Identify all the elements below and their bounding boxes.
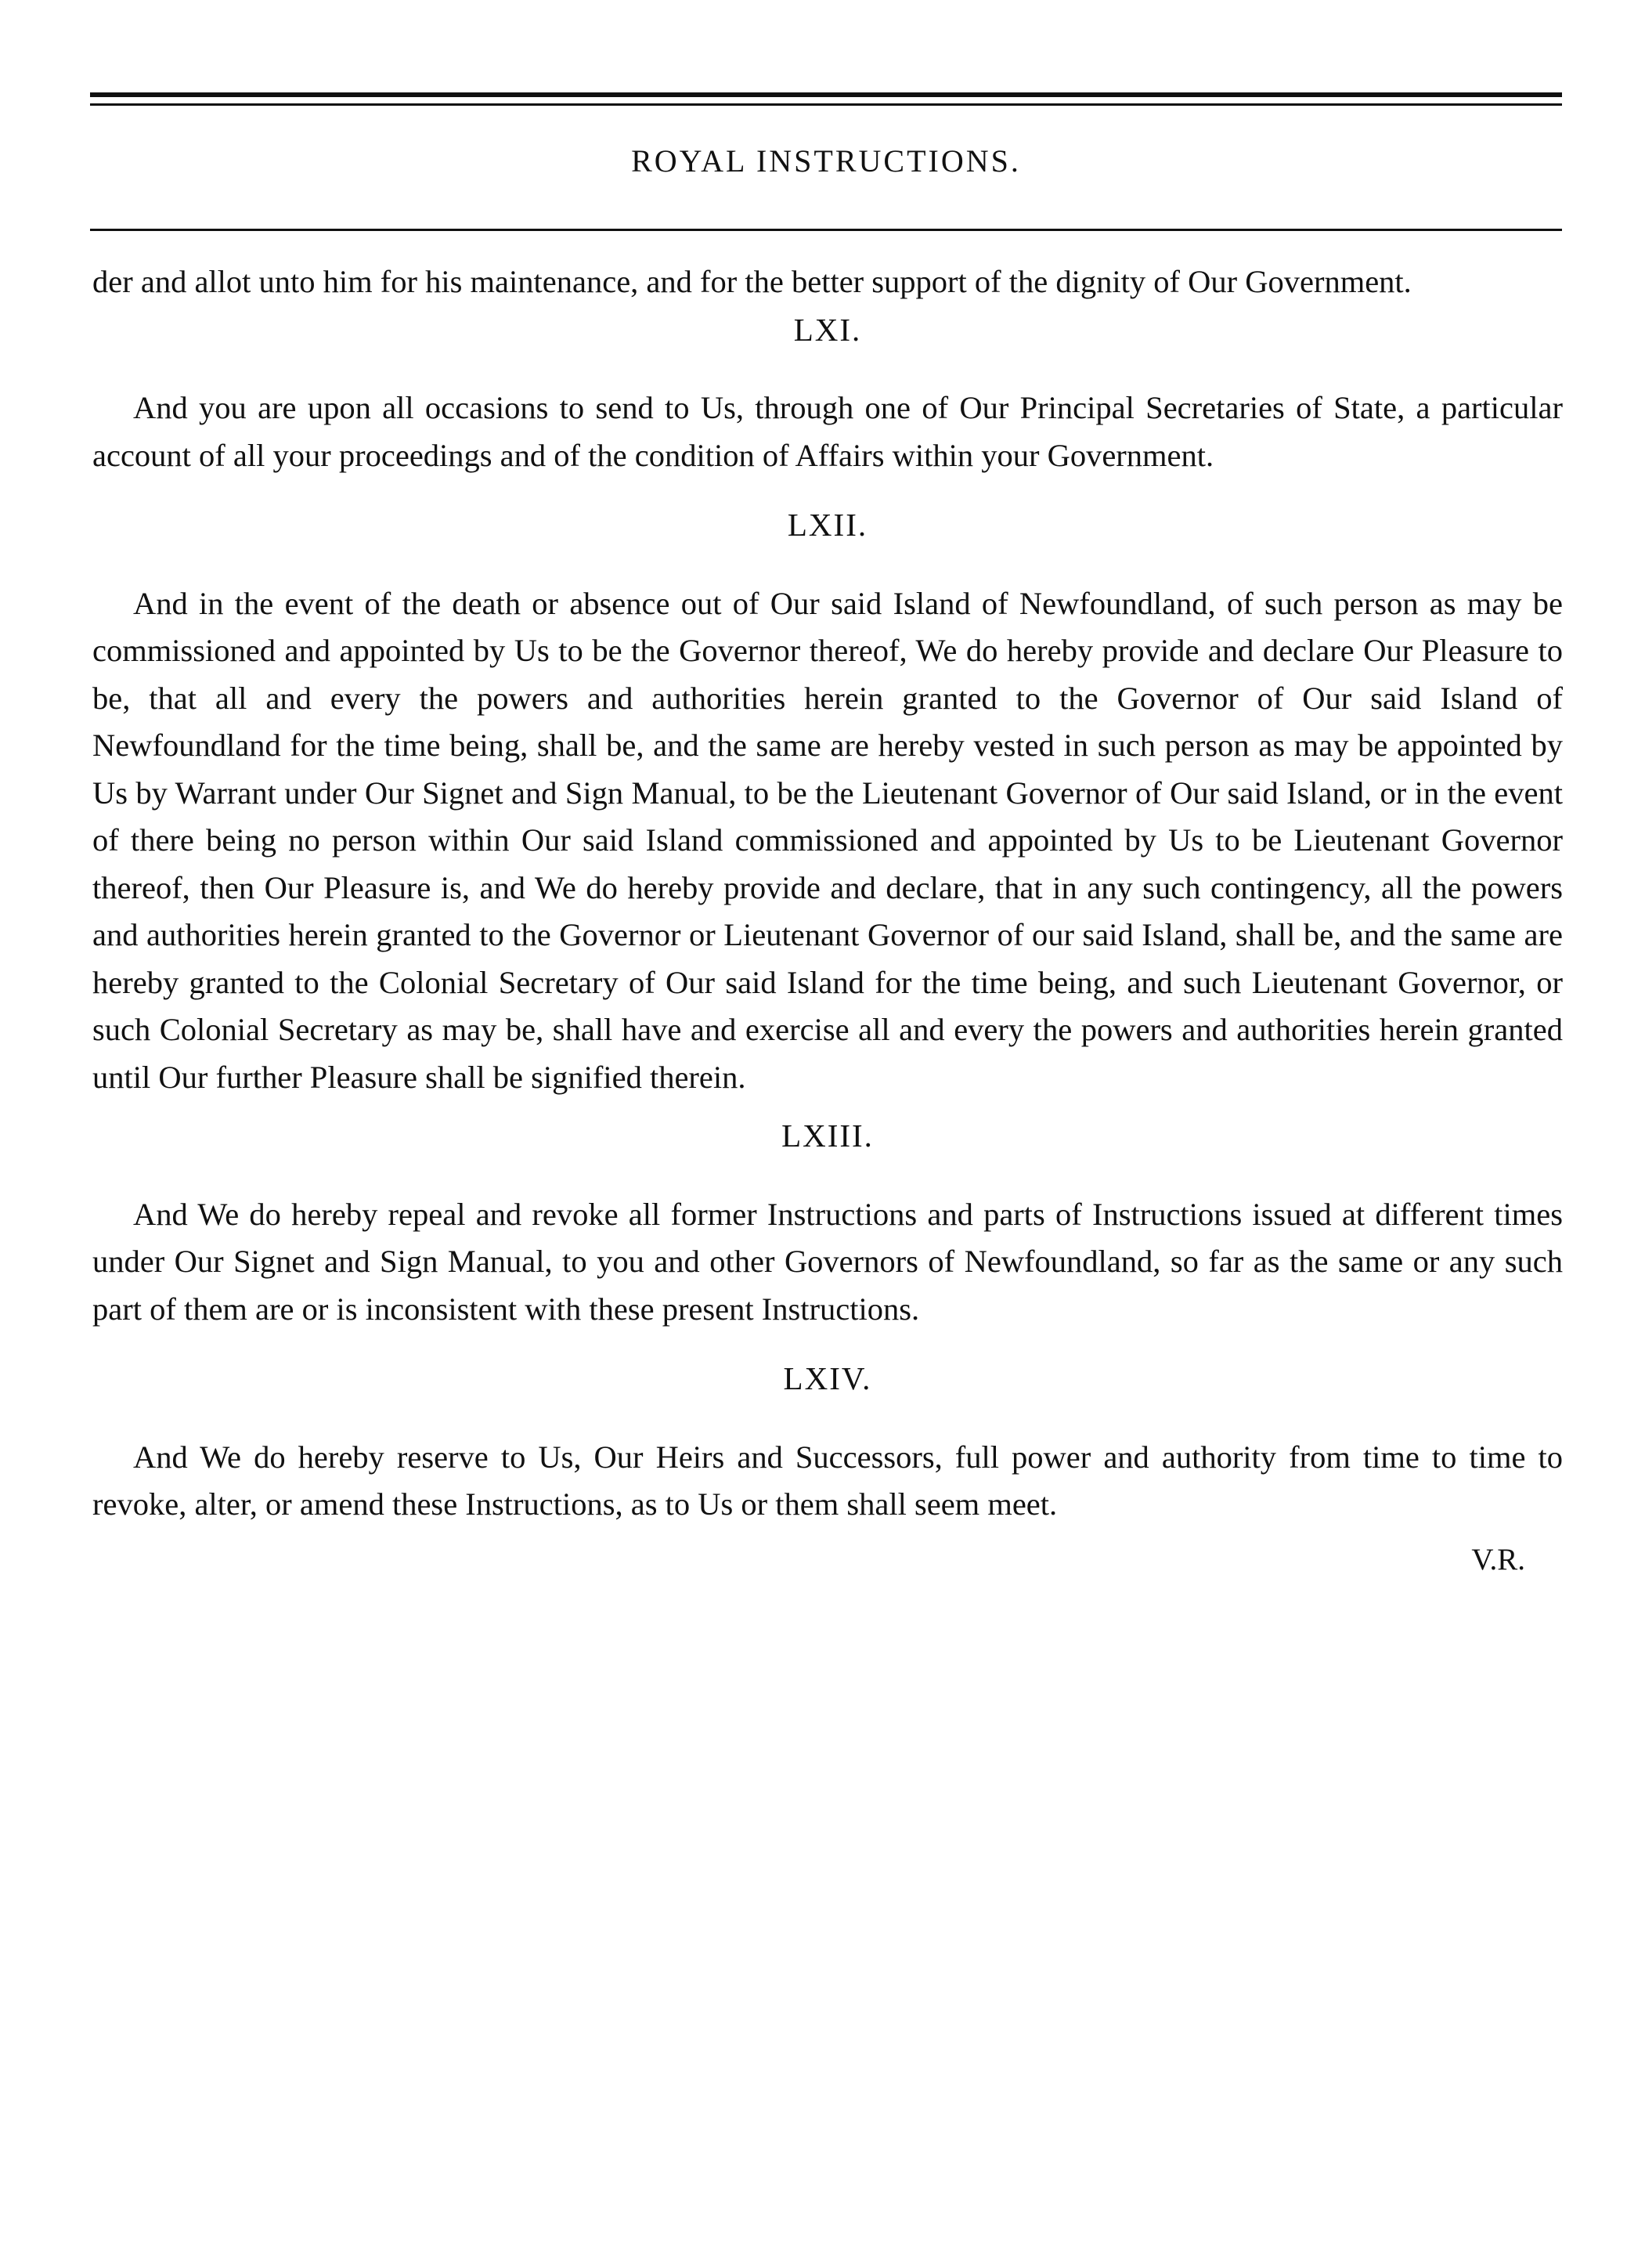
royal-signature: V.R. <box>1471 1542 1525 1576</box>
section-heading-lxi: LXI. <box>793 311 862 348</box>
paragraph-lxiii: And We do hereby repeal and revoke all former Instructions and parts of Instructions issued at different times under Our Signet and Sign Manual, to you and other Governors of Newfoundland, so far as the same or any such part of them are or is inconsistent with these present Instructions. <box>92 1196 1563 1327</box>
continuation-paragraph: der and allot unto him for his maintenance, and for the better support of the dignity of Our Government. <box>92 264 1412 299</box>
header-rule <box>90 229 1562 231</box>
paragraph-lxiv: And We do hereby reserve to Us, Our Heirs and Successors, full power and authority from time to time to revoke, alter, or amend these Instructions, as to Us or them shall seem meet. <box>92 1439 1563 1522</box>
body-text <box>92 258 1563 1584</box>
section-heading-lxii: LXII. <box>787 507 868 543</box>
paragraph-lxii: And in the event of the death or absence out of Our said Island of Newfoundland, of such person as may be commissioned and appointed by Us to be the Governor thereof, We do hereby provide and declare Our Pleasure to be, that all and every the powers and authorities herein granted to the Governor of Our said Island of Newfoundland for the time being, shall be, and the same are hereby vested in such person as may be appointed by Us by Warrant under Our Signet and Sign Manual, to be the Lieutenant Governor of Our said Island, or in the event of there being no person within Our said Island commissioned and appointed by Us to be Lieutenant Governor thereof, then Our Pleasure is, and We do hereby provide and declare, that in any such contingency, all the powers and authorities herein granted to the Governor or Lieutenant Governor of our said Island, shall be, and the same are hereby granted to the Colonial Secretary of Our said Island for the time being, and such Lieutenant Governor, or such Colonial Secretary as may be, shall have and exercise all and every the powers and authorities herein granted until Our further Pleasure shall be signified therein. <box>92 585 1563 1095</box>
section-heading-lxiv: LXIV. <box>783 1360 872 1396</box>
running-head: ROYAL INSTRUCTIONS. <box>631 143 1021 179</box>
paragraph-lxi: And you are upon all occasions to send to Us, through one of Our Principal Secretaries of State, a particular account of all your proceedings and of the condition of Affairs within your Government. <box>92 390 1563 473</box>
section-heading-lxiii: LXIII. <box>781 1118 874 1154</box>
top-rule-thin <box>90 103 1562 106</box>
top-rule-thick <box>90 92 1562 97</box>
